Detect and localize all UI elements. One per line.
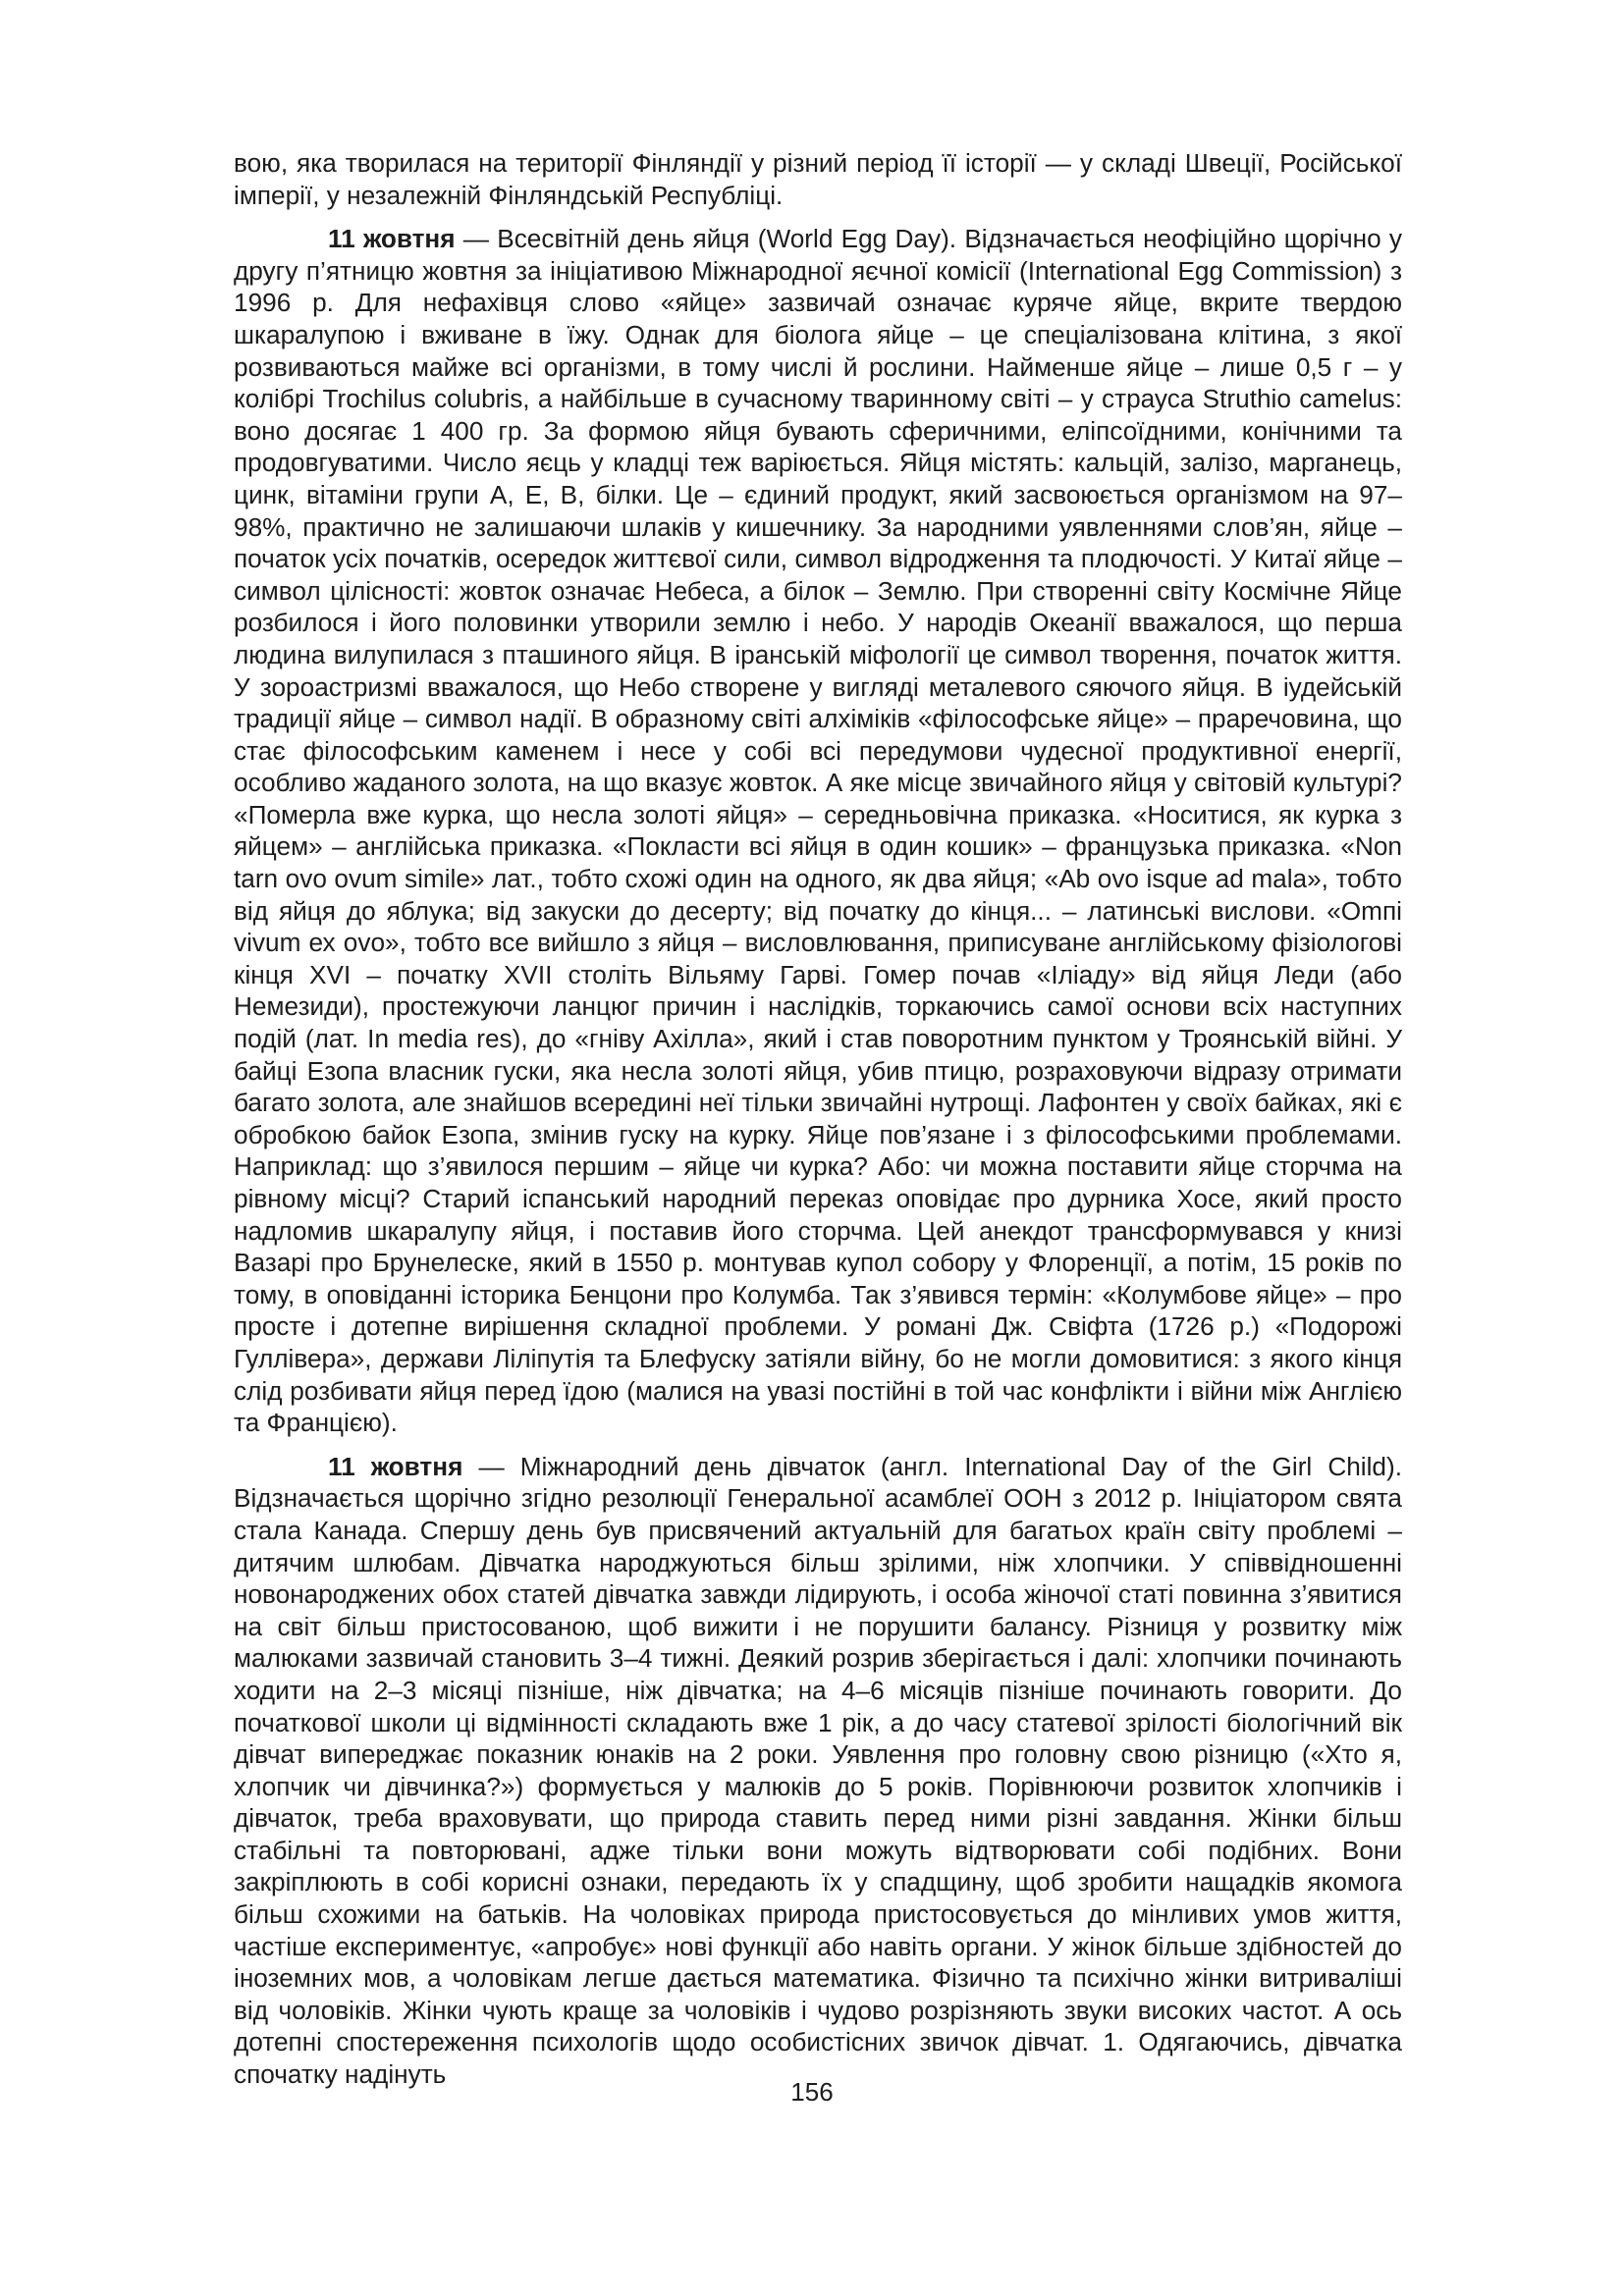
paragraph-continuation (234, 147, 1402, 211)
paragraph-text: вою, яка творилася на території Фінляндії у різний період її історії — у складі Швеції, Російської імперії, у незалежній Фінляндській Республіці. (234, 148, 1402, 210)
page-body (234, 147, 1402, 2091)
paragraph-date: 11 жовтня (328, 1451, 463, 1481)
paragraph-text: — Всесвітній день яйця (World Egg Day). Відзначається неофіційно щорічно у другу п’ятницю жовтня за ініціативою Міжнародної яєчної комісії (International Egg Commission) з 1996 р. Для нефахівця слово «яйце» зазвичай означає куряче яйце, вкрите твердою шкаралупою і вживане в їжу. Однак для біолога яйце – це спеціалізована клітина, з якої розвиваються майже всі організми, в тому числі й рослини. Найменше яйце – лише 0,5 г – у колібрі Trochilus colubris, а найбільше в сучасному тваринному світі – у страуса Struthio camelus: воно досягає 1 400 гр. За формою яйця бувають сферичними, еліпсоїдними, конічними та продовгуватими. Число яєць у кладці теж варіюється. Яйця містять: кальцій, залізо, марганець, цинк, вітаміни групи А, Е, В, білки. Це – єдиний продукт, який засвоюється організмом на 97–98%, практично не залишаючи шлаків у кишечнику. За народними уявленнями слов’ян, яйце – початок усіх початків, осередок життєвої сили, символ відродження та плодючості. У Китаї яйце – символ цілісності: жовток означає Небеса, а білок – Землю. При створенні світу Космічне Яйце розбилося і його половинки утворили землю і небо. У народів Океанії вважалося, що перша людина вилупилася з пташиного яйця. В іранській міфології це символ творення, початок життя. У зороастризмі вважалося, що Небо створене у вигляді металевого сяючого яйця. В іудейській традиції яйце – символ надії. В образному світі алхіміків «філософське яйце» – праречовина, що стає філософським каменем і несе у собі всі передумови чудесної продуктивної енергії, особливо жаданого золота, на що вказує жовток. А яке місце звичайного яйця у світовій культурі? «Померла вже курка, що несла золоті яйця» – середньовічна приказка. «Носитися, як курка з яйцем» – англійська приказка. «Покласти всі яйця в один кошик» – французька приказка. «Non tarn ovo ovum simile» лат., тобто схожі один на одного, як два яйця; «Ab ovo isque ad mala», тобто від яйця до яблука; від закуски до десерту; від початку до кінця... – латинські вислови. «Оmпі vivum ех оvо», тобто все вийшло з яйця – висловлювання, приписуване англійському фізіологові кінця XVI – початку XVII століть Вільяму Гарві. Гомер почав «Іліаду» від яйця Леди (або Немезиди), простежуючи ланцюг причин і наслідків, торкаючись самої основи всіх наступних подій (лат. In media res), до «гніву Ахілла», який і став поворотним пунктом у Троянській війні. У байці Езопа власник гуски, яка несла золоті яйця, убив птицю, розраховуючи відразу отримати багато золота, але знайшов всередині неї тільки звичайні нутрощі. Лафонтен у своїх байках, які є обробкою байок Езопа, змінив гуску на курку. Яйце пов’язане і з філософськими проблемами. Наприклад: що з’явилося першим – яйце чи курка? Або: чи можна поставити яйце сторчма на рівному місці? Старий іспанський народний переказ оповідає про дурника Хосе, який просто надломив шкаралупу яйця, і поставив його сторчма. Цей анекдот трансформувався у книзі Вазарі про Брунелеске, який в 1550 р. монтував купол собору у Флоренції, а потім, 15 років по тому, в оповіданні історика Бенцони про Колумба. Так з’явився термін: «Колумбове яйце» – про просте і дотепне вирішення складної проблеми. У романі Дж. Свіфта (1726 р.) «Подорожі Гуллівера», держави Ліліпутія та Блефуску затіяли війну, бо не могли домовитися: з якого кінця слід розбивати яйця перед їдою (малися на увазі постійні в той час конфлікти і війни між Англією та Францією). (234, 224, 1402, 1438)
paragraph-world-egg-day (234, 223, 1402, 1439)
paragraph-text: — Міжнародний день дівчаток (англ. International Day of the Girl Child). Відзначається щорічно згідно резолюції Генеральної асамблеї ООН з 2012 р. Ініціатором свята стала Канада. Спершу день був присвячений актуальній для багатьох країн світу проблемі – дитячим шлюбам. Дівчатка народжуються більш зрілими, ніж хлопчики. У співвідношенні новонароджених обох статей дівчатка завжди лідирують, і особа жіночої статі повинна з’явитися на світ більш пристосованою, щоб вижити і не порушити балансу. Різниця у розвитку між малюками зазвичай становить 3–4 тижні. Деякий розрив зберігається і далі: хлопчики починають ходити на 2–3 місяці пізніше, ніж дівчатка; на 4–6 місяців пізніше починають говорити. До початкової школи ці відмінності складають вже 1 рік, а до часу статевої зрілості біологічний вік дівчат випереджає показник юнаків на 2 роки. Уявлення про головну свою різницю («Хто я, хлопчик чи дівчинка?») формується у малюків до 5 років. Порівнюючи розвиток хлопчиків і дівчаток, треба враховувати, що природа ставить перед ними різні завдання. Жінки більш стабільні та повторювані, адже тільки вони можуть відтворювати собі подібних. Вони закріплюють в собі корисні ознаки, передають їх у спадщину, щоб зробити нащадків якомога більш схожими на батьків. На чоловіках природа пристосовується до мінливих умов життя, частіше експериментує, «апробує» нові функції або навіть органи. У жінок більше здібностей до іноземних мов, а чоловікам легше дається математика. Фізично та психічно жінки витриваліші від чоловіків. Жінки чують краще за чоловіків і чудово розрізняють звуки високих частот. А ось дотепні спостереження психологів щодо особистісних звичок дівчат. 1. Одягаючись, дівчатка спочатку надінуть (234, 1451, 1402, 2090)
paragraph-date: 11 жовтня (328, 224, 456, 254)
paragraph-day-of-girl-child (234, 1451, 1402, 2091)
page-number: 156 (790, 2077, 834, 2107)
